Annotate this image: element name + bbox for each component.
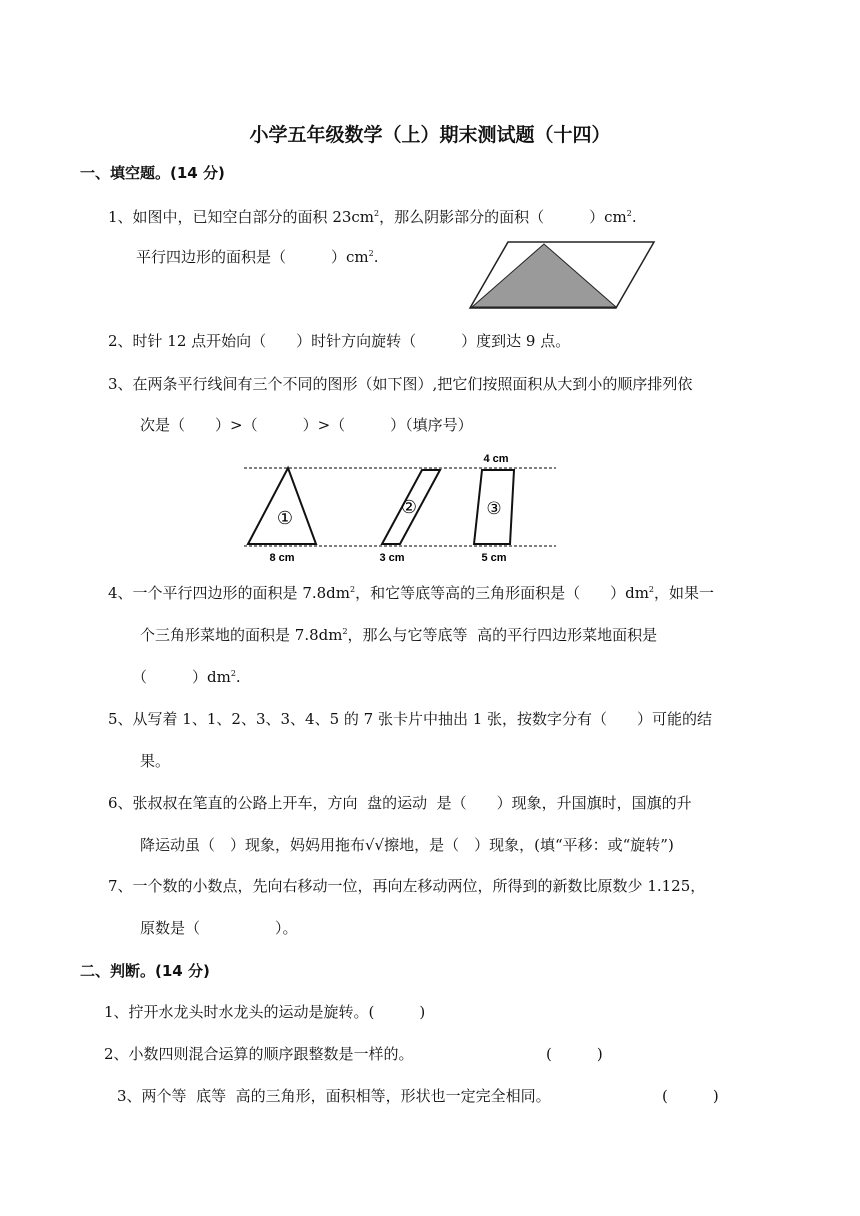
judgment-1: 1、拧开水龙头时水龙头的运动是旋转。( ) xyxy=(104,1003,426,1021)
q4-text-d: 个三角形菜地的面积是 7.8dm xyxy=(140,626,343,644)
label-8cm: 8 cm xyxy=(269,552,295,564)
question-1-line-1 xyxy=(108,207,637,227)
question-6-line-2: 降运动虽（ ）现象，妈妈用拖布√√擦地，是（ ）现象，(填“平移：或“旋转”) xyxy=(140,836,674,854)
label-4cm: 4 cm xyxy=(483,453,509,465)
triangle-shape-1 xyxy=(248,468,316,544)
q4-superscript: 2 xyxy=(230,669,236,678)
q1-text-a: 1、如图中，已知空白部分的面积 23cm xyxy=(108,208,375,226)
q4-text-g: . xyxy=(235,668,241,686)
shape-1-label: ① xyxy=(276,508,294,528)
judgment-3: 3、两个等 底等 高的三角形，面积相等，形状也一定完全相同。 xyxy=(117,1087,551,1105)
question-6-line-1: 6、张叔叔在笔直的公路上开车，方向 盘的运动 是（ ）现象，升国旗时，国旗的升 xyxy=(108,794,692,812)
q1-superscript: 2 xyxy=(374,209,380,218)
question-3-line-2: 次是（ ）>（ ）>（ ）（填序号） xyxy=(140,416,473,434)
judgment-2: 2、小数四则混合运算的顺序跟整数是一样的。 xyxy=(104,1045,414,1063)
shape-3-label: ③ xyxy=(486,499,502,518)
question-4-line-3 xyxy=(132,667,241,687)
label-5cm: 5 cm xyxy=(481,552,507,564)
q1-text-d: 平行四边形的面积是（ ）cm xyxy=(136,248,369,266)
question-7-line-2: 原数是（ ）。 xyxy=(140,919,298,937)
question-5-line-1: 5、从写着 1、1、2、3、3、4、5 的 7 张卡片中抽出 1 张，按数字分有（ ）可能的结 xyxy=(108,710,713,728)
shape-2-label: ② xyxy=(400,497,418,517)
q1-text-b: ，那么阴影部分的面积（ ）cm xyxy=(379,208,627,226)
question-7-line-1: 7、一个数的小数点，先向右移动一位，再向左移动两位，所得到的新数比原数少 1.125， xyxy=(108,877,706,895)
label-3cm: 3 cm xyxy=(379,552,405,564)
q1-text-c: . xyxy=(631,208,637,226)
q4-superscript: 2 xyxy=(342,627,348,636)
judgment-3-paren: ( ) xyxy=(662,1087,719,1105)
question-4-line-2 xyxy=(140,625,657,645)
judgment-2-paren: ( ) xyxy=(546,1045,603,1063)
question-3-line-1: 3、在两条平行线间有三个不同的图形（如下图）,把它们按照面积从大到小的顺序排列依 xyxy=(108,375,693,393)
q4-text-b: ，和它等底等高的三角形面积是（ ）dm xyxy=(355,584,649,602)
q4-text-f: （ ）dm xyxy=(132,668,231,686)
question-5-line-2: 果。 xyxy=(140,752,171,770)
q4-text-a: 4、一个平行四边形的面积是 7.8dm xyxy=(108,584,350,602)
question-4-line-1 xyxy=(108,583,714,603)
parallelogram-figure xyxy=(464,238,660,314)
section-2-heading: 二、判断。(14 分) xyxy=(80,962,210,980)
q1-superscript: 2 xyxy=(368,249,374,258)
question-1-line-2 xyxy=(136,247,379,267)
q1-text-e: . xyxy=(373,248,379,266)
q1-superscript: 2 xyxy=(626,209,632,218)
q4-superscript: 2 xyxy=(350,585,356,594)
page-title: 小学五年级数学（上）期末测试题（十四） xyxy=(249,124,611,146)
q4-text-c: ，如果一 xyxy=(654,584,715,602)
question-2: 2、时针 12 点开始向（ ）时针方向旋转（ ）度到达 9 点。 xyxy=(108,332,571,350)
section-1-heading: 一、填空题。(14 分) xyxy=(80,164,225,182)
q4-superscript: 2 xyxy=(648,585,655,594)
q4-text-e: ，那么与它等底等 高的平行四边形菜地面积是 xyxy=(347,626,658,644)
three-shapes-figure xyxy=(238,448,560,566)
